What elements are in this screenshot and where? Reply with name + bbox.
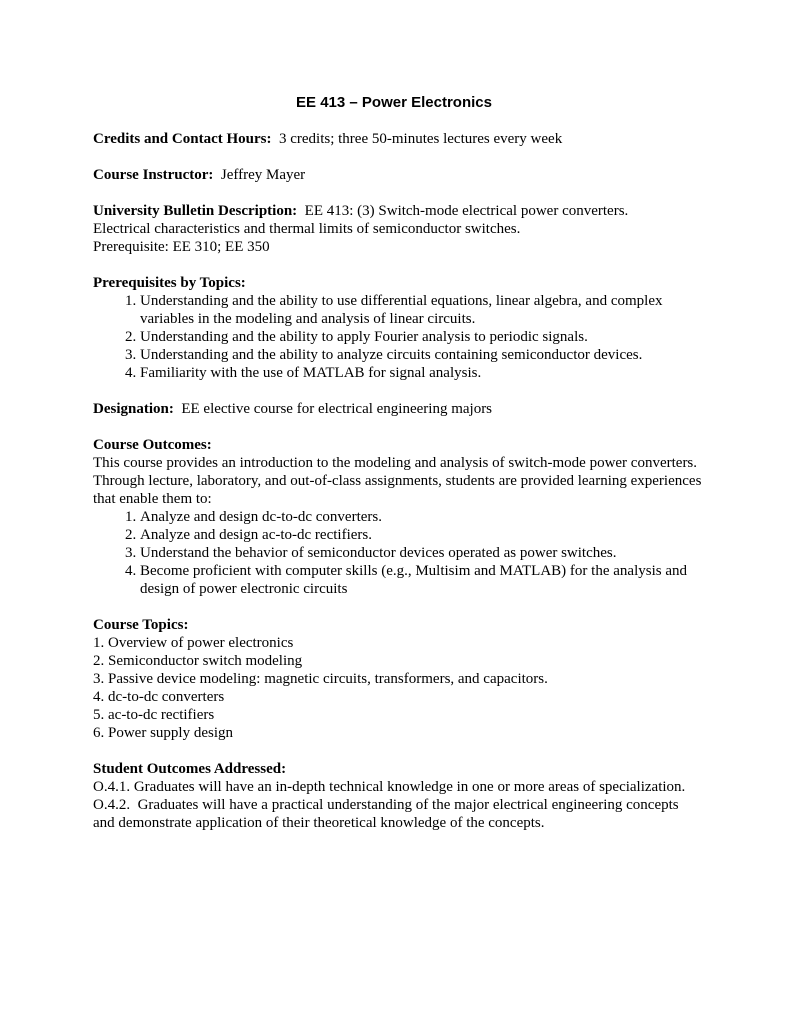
student-outcomes-label: Student Outcomes Addressed: [93, 761, 287, 777]
outcomes-label: Course Outcomes: [93, 437, 212, 453]
prereq-topics-section [93, 274, 703, 382]
topics-label: Course Topics: [93, 617, 189, 633]
credits-value: 3 credits; three 50-minutes lectures every week [278, 131, 563, 147]
outcomes-list [93, 508, 703, 598]
designation-label: Designation: [93, 401, 174, 417]
list-item: 1. Analyze and design dc-to-dc converters. [140, 508, 703, 526]
student-outcomes-section [93, 760, 703, 832]
document-page [93, 94, 703, 850]
topics-section [93, 616, 703, 742]
bulletin-section [93, 202, 703, 256]
instructor-label: Course Instructor: [93, 167, 214, 183]
instructor-section [93, 166, 703, 184]
bulletin-line2: Electrical characteristics and thermal limits of semiconductor switches. [93, 221, 521, 237]
list-item: 3. Understand the behavior of semiconductor devices operated as power switches. [140, 544, 703, 562]
bulletin-line1: EE 413: (3) Switch-mode electrical power converters. [304, 203, 629, 219]
list-item: 4. Familiarity with the use of MATLAB for signal analysis. [140, 364, 703, 382]
list-item: 3. Understanding and the ability to analyze circuits containing semiconductor devices. [140, 346, 703, 364]
designation-value: EE elective course for electrical engineering majors [181, 401, 493, 417]
list-item: 2. Analyze and design ac-to-dc rectifiers. [140, 526, 703, 544]
outcomes-intro: This course provides an introduction to the modeling and analysis of switch-mode power converters. Through lecture, laboratory, and out-of-class assignments, students are provided learning experiences that enable them to: [93, 455, 702, 507]
list-item: 6. Power supply design [93, 725, 233, 741]
student-outcome-item: O.4.1. Graduates will have an in-depth technical knowledge in one or more areas of specialization. [93, 779, 686, 795]
prereq-topics-list [93, 292, 703, 382]
list-item: 3. Passive device modeling: magnetic circuits, transformers, and capacitors. [93, 671, 548, 687]
bulletin-label: University Bulletin Description: [93, 203, 298, 219]
designation-section [93, 400, 703, 418]
prereq-topics-label: Prerequisites by Topics: [93, 275, 246, 291]
list-item: 1. Understanding and the ability to use differential equations, linear algebra, and complex variables in the modeling and analysis of linear circuits. [140, 292, 703, 328]
list-item: 2. Semiconductor switch modeling [93, 653, 303, 669]
document-title: EE 413 – Power Electronics [296, 94, 492, 111]
topics-list [93, 634, 703, 742]
credits-section [93, 130, 703, 148]
list-item: 1. Overview of power electronics [93, 635, 294, 651]
list-item: 5. ac-to-dc rectifiers [93, 707, 215, 723]
credits-label: Credits and Contact Hours: [93, 131, 272, 147]
student-outcome-item: O.4.2. Graduates will have a practical understanding of the major electrical engineering concepts and demonstrate application of their theoretical knowledge of the concepts. [93, 797, 683, 831]
list-item: 2. Understanding and the ability to apply Fourier analysis to periodic signals. [140, 328, 703, 346]
list-item: 4. dc-to-dc converters [93, 689, 225, 705]
bulletin-prereq: Prerequisite: EE 310; EE 350 [93, 239, 270, 255]
outcomes-section [93, 436, 703, 598]
instructor-value: Jeffrey Mayer [220, 167, 306, 183]
list-item: 4. Become proficient with computer skills (e.g., Multisim and MATLAB) for the analysis and design of power electronic circuits [140, 562, 703, 598]
